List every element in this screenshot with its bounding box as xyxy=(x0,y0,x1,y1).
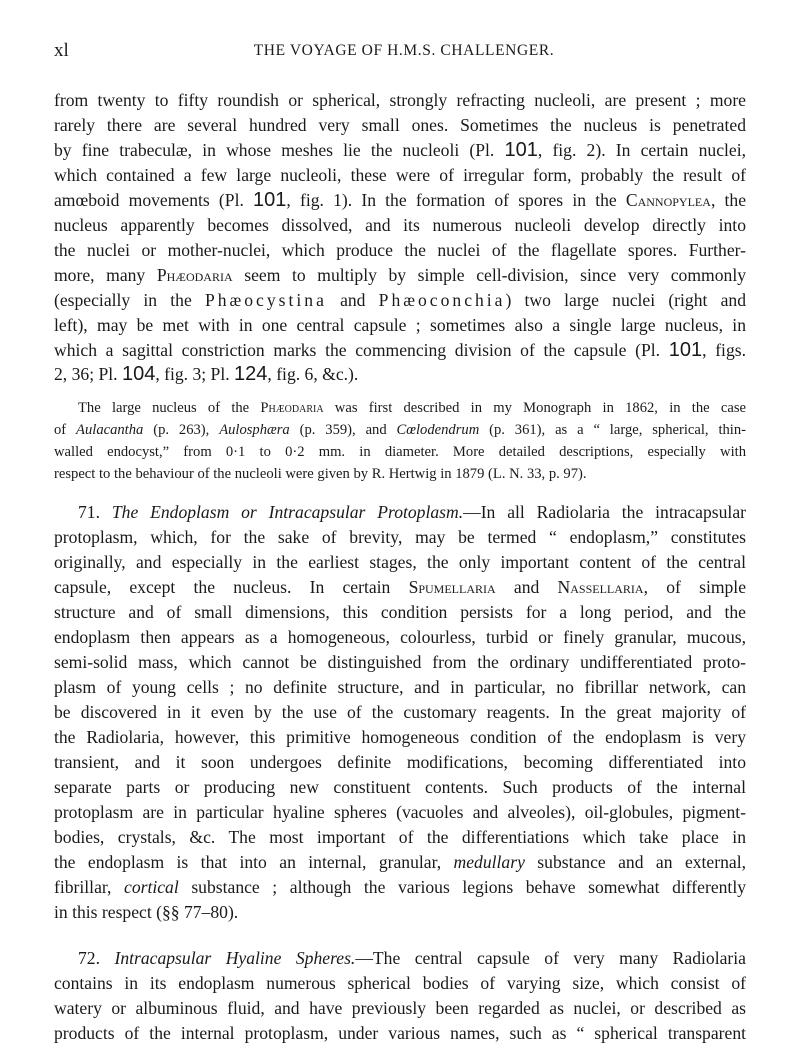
text-line: plasm of young cells ; no definite structure, and in particular, no fibrillar network, can xyxy=(54,677,746,697)
text-line: contains in its endoplasm numerous spherical bodies of varying size, which consist of xyxy=(54,973,746,993)
text-line: products of the internal protoplasm, under various names, such as “ spherical transparent xyxy=(54,1023,746,1043)
page-number: xl xyxy=(54,40,69,61)
text-line: separate parts or producing new constituent contents. Such products of the internal xyxy=(54,777,746,797)
text-line: in this respect (§§ 77–80). xyxy=(54,902,239,922)
text-line: watery or albuminous fluid, and have previously been regarded as nuclei, or described as xyxy=(54,998,746,1018)
text-line: semi-solid mass, which cannot be distinguished from the ordinary undifferentiated proto- xyxy=(54,652,746,672)
text-line: protoplasm are in particular hyaline spheres (vacuoles and alveoles), oil-globules, pigment- xyxy=(54,802,746,822)
text-line: which contained a few large nucleoli, these were of irregular form, probably the result of xyxy=(54,165,746,185)
text-line: left), may be met with in one central capsule ; sometimes also a single large nucleus, in xyxy=(54,315,746,335)
taxon-name: Cannopylea xyxy=(625,190,711,210)
text-line: the Radiolaria, however, this primitive homogeneous condition of the endoplasm is very xyxy=(54,727,746,747)
text-line: nucleus apparently becomes dissolved, and its numerous nucleoli develop directly into xyxy=(54,215,746,235)
text-line: which a sagittal constriction marks the commencing division of the capsule (Pl. 101, figs. xyxy=(54,339,746,361)
footnote-line: The large nucleus of the Phæodaria was first described in my Monograph in 1862, in the case xyxy=(78,400,747,416)
text-line: transient, and it soon undergoes definite modifications, becoming differentiated into xyxy=(54,752,746,772)
section-heading-line: 71. The Endoplasm or Intracapsular Protoplasm.—In all Radiolaria the intracapsular xyxy=(78,502,746,522)
section-number: 72. xyxy=(78,948,100,968)
text-line: be discovered in it even by the use of the customary reagents. In the great majority of xyxy=(54,702,746,722)
plate-ref: 104 xyxy=(121,363,156,385)
text-line: the nuclei or mother-nuclei, which produce the nuclei of the flagellate spores. Further- xyxy=(54,240,746,260)
taxon-name: Phæodaria xyxy=(156,265,233,285)
section-title: Intracapsular Hyaline Spheres. xyxy=(114,948,356,968)
section-number: 71. xyxy=(78,502,100,522)
footnote-line: respect to the behaviour of the nucleoli were given by R. Hertwig in 1879 (L. N. 33, p. 97). xyxy=(54,466,587,482)
footnote-line: walled endocyst,” from 0·1 to 0·2 mm. in diameter. More detailed descriptions, especially with xyxy=(54,444,746,460)
text-line: structure and of small dimensions, this condition persists for a long period, and the xyxy=(54,602,746,622)
page-header xyxy=(54,40,754,64)
section-heading-line: 72. Intracapsular Hyaline Spheres.—The central capsule of very many Radiolaria xyxy=(78,948,746,968)
text-line: originally, and especially in the earliest stages, the only important content of the central xyxy=(54,552,746,572)
text-line: fibrillar, cortical substance ; although the various legions behave somewhat differently xyxy=(54,877,747,897)
text-line: bodies, crystals, &c. The most important of the differentiations which take place in xyxy=(54,827,746,847)
text-line: capsule, except the nucleus. In certain Spumellaria and Nassellaria, of simple xyxy=(54,577,747,597)
taxon-name: Phæoconchia xyxy=(378,290,506,310)
text-line: (especially in the Phæocystina and Phæoconchia) two large nuclei (right and xyxy=(54,290,746,310)
text-line: endoplasm then appears as a homogeneous, colourless, turbid or finely granular, mucous, xyxy=(54,627,746,647)
text-line: the endoplasm is that into an internal, granular, medullary substance and an external, xyxy=(54,852,746,872)
plate-ref: 124 xyxy=(234,363,268,385)
text-line: rarely there are several hundred very small ones. Sometimes the nucleus is penetrated xyxy=(54,115,746,135)
running-title: THE VOYAGE OF H.M.S. CHALLENGER. xyxy=(253,42,555,59)
text-line: from twenty to fifty roundish or spherical, strongly refracting nucleoli, are present ; more xyxy=(54,90,746,110)
text-line: by fine trabeculæ, in whose meshes lie the nucleoli (Pl. 101, fig. 2). In certain nuclei, xyxy=(54,139,746,161)
taxon-name: Phæocystina xyxy=(204,290,327,310)
text-line: 2, 36; Pl. 104, fig. 3; Pl. 124, fig. 6, &c.). xyxy=(54,363,359,385)
text-line: protoplasm, which, for the sake of brevity, may be termed “ endoplasm,” constitutes xyxy=(54,527,746,547)
plate-ref: 101 xyxy=(253,189,287,211)
text-line: more, many Phæodaria seem to multiply by simple cell-division, since very commonly xyxy=(54,265,747,285)
plate-ref: 101 xyxy=(668,339,703,361)
section-title: The Endoplasm or Intracapsular Protoplasm. xyxy=(111,502,464,522)
footnote-line: of Aulacantha (p. 263), Aulosphæra (p. 359), and Cœlodendrum (p. 361), as a “ large, spherical, thin- xyxy=(54,422,747,438)
text-line: amœboid movements (Pl. 101, fig. 1). In the formation of spores in the Cannopylea, the xyxy=(54,189,747,211)
plate-ref: 101 xyxy=(504,139,538,161)
